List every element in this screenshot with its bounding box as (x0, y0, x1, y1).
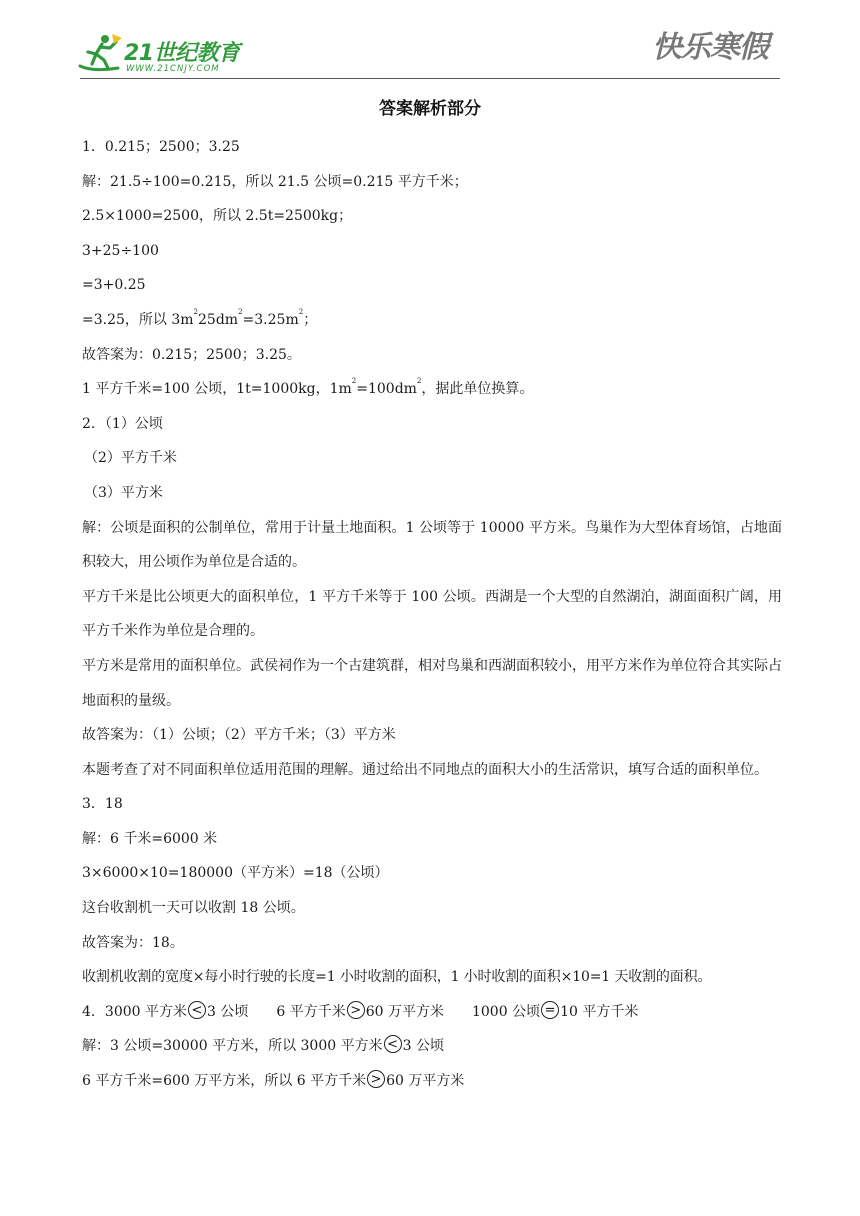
runner-logo-icon (78, 32, 124, 76)
q2-explanation: 平方米是常用的面积单位。武侯祠作为一个古建筑群，相对鸟巢和西湖面积较小，用平方米作为单位符合其实际占地面积的量级。 (82, 657, 782, 709)
q1-answer: 1．0.215；2500；3.25 (82, 139, 240, 155)
q3-solution-line: 3×6000×10=180000（平方米）=18（公顷） (82, 865, 389, 882)
q2-answer-part: （3）平方米 (84, 484, 163, 501)
q1-solution-line: 2.5×1000=2500，所以 2.5t=2500kg； (82, 208, 353, 225)
q1-solution-line: 解：21.5÷100=0.215，所以 21.5 公顷=0.215 平方千米； (82, 173, 468, 190)
greater-than-circle-icon: > (347, 1001, 365, 1019)
q2-note: 本题考查了对不同面积单位适用范围的理解。通过给出不同地点的面积大小的生活常识，填写合适的面积单位。 (82, 761, 768, 778)
q4-solution-line: 6 平方千米=600 万平方米，所以 6 平方千米 > 60 万平方米 (82, 1072, 465, 1090)
q2-explanation: 解：公顷是面积的公制单位，常用于计量土地面积。1 公顷等于 10000 平方米。鸟巢作为大型体育场馆，占地面积较大，用公顷作为单位是合适的。 (82, 519, 782, 571)
q3-solution-line: 解：6 千米=6000 米 (82, 830, 218, 847)
page-header (0, 0, 860, 82)
q2-explanation: 平方千米是比公顷更大的面积单位，1 平方千米等于 100 公顷。西湖是一个大型的自然湖泊，湖面面积广阔，用平方千米作为单位是合理的。 (82, 588, 782, 640)
q1-conclusion: 故答案为：0.215；2500；3.25。 (82, 346, 301, 363)
q3-conclusion: 故答案为：18。 (82, 934, 184, 951)
page-title: 答案解析部分 (379, 99, 481, 119)
logo-url-text: WWW.21CNJY.COM (126, 64, 220, 74)
q1-note: 1 平方千米=100 公顷，1t=1000kg，$1m^2=100dm^2$，据此单位换算。 (82, 377, 534, 398)
q3-solution-line: 这台收割机一天可以收割 18 公顷。 (82, 900, 305, 917)
q3-answer: 3．18 (82, 796, 123, 813)
q1-solution-line: =3.25，所以 $3m^225dm^2=3.25m^2$； (82, 307, 318, 328)
greater-than-circle-icon: > (367, 1070, 385, 1088)
q1-solution-line: 3+25÷100 (82, 242, 159, 259)
answer-content (82, 130, 782, 1099)
happy-winter-holiday-logo: 快乐寒假 (652, 30, 768, 65)
logo-21cnjy (78, 30, 248, 78)
header-divider (80, 78, 780, 79)
equals-circle-icon: = (541, 1001, 559, 1019)
q1-solution-line: =3+0.25 (82, 277, 146, 294)
less-than-circle-icon: < (384, 1035, 402, 1053)
q2-conclusion: 故答案为：（1）公顷；（2）平方千米；（3）平方米 (82, 727, 396, 744)
q2-answer-part: （2）平方千米 (84, 450, 177, 467)
q4-answer: 4．3000 平方米 < 3 公顷 6 平方千米 > 60 万平方米 1000 公顷 = 10 平方千米 (82, 1002, 639, 1020)
q2-answer: 2．（1）公顷 (82, 415, 163, 432)
q3-note: 收割机收割的宽度×每小时行驶的长度=1 小时收割的面积，1 小时收割的面积×10=1 天收割的面积。 (82, 969, 712, 986)
logo-brand-text: 21世纪教育 (124, 41, 240, 66)
less-than-circle-icon: < (188, 1001, 206, 1019)
q4-solution-line: 解：3 公顷=30000 平方米，所以 3000 平方米 < 3 公顷 (82, 1037, 444, 1055)
